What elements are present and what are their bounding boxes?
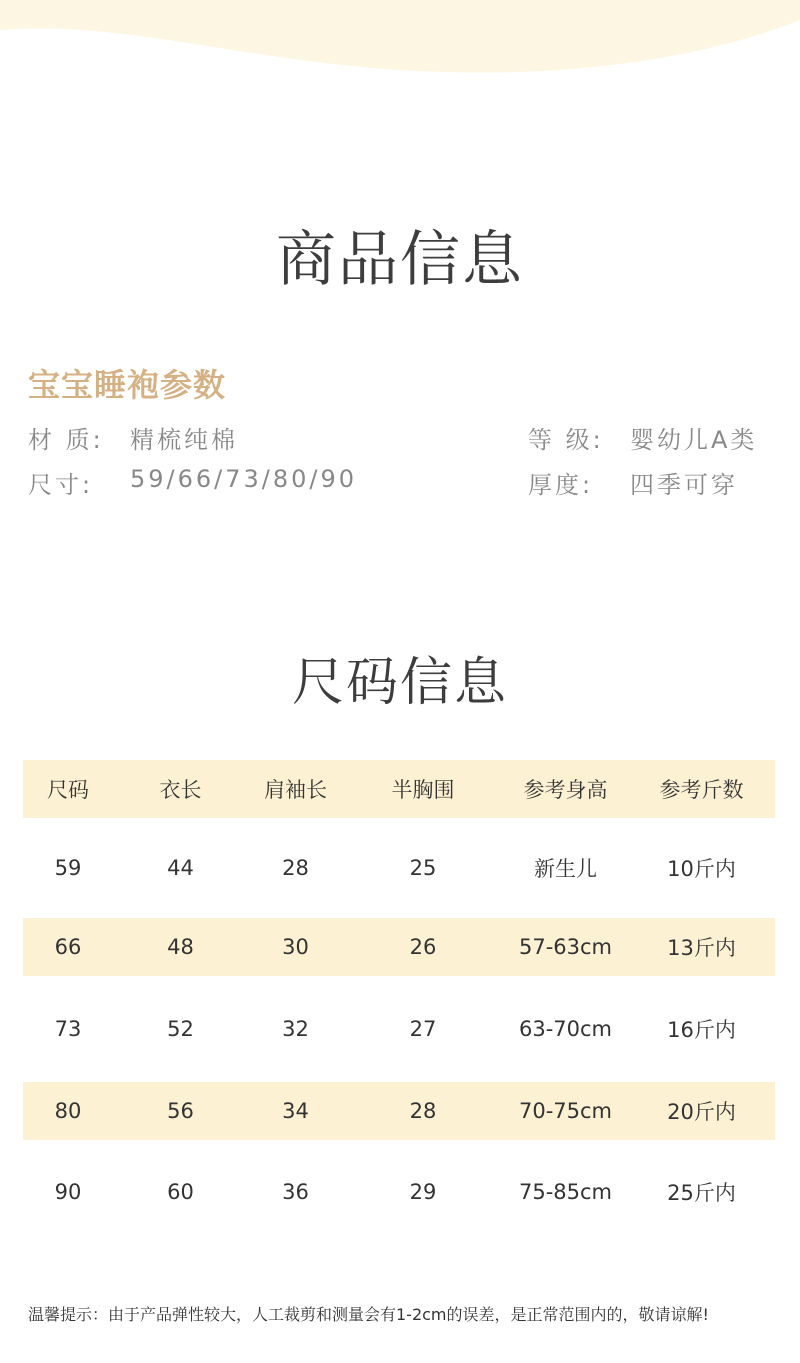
table-row — [23, 1082, 775, 1140]
table-cell: 59 — [54, 856, 82, 880]
table-cell: 75-85cm — [518, 1180, 613, 1204]
header-cell: 参考斤数 — [659, 778, 744, 802]
table-row — [23, 976, 775, 1082]
header-cell: 衣长 — [159, 778, 202, 802]
table-cell: 20斤内 — [628, 1082, 775, 1140]
top-wave-decoration — [0, 0, 800, 90]
table-cell: 10斤内 — [667, 857, 736, 881]
param-grade-value: 婴幼儿A类 — [630, 426, 758, 454]
table-cell: 13斤内 — [628, 918, 775, 976]
size-table-header — [23, 760, 775, 818]
param-size — [28, 465, 358, 500]
table-row — [23, 1140, 775, 1244]
table-cell: 57-63cm — [503, 918, 628, 976]
table-cell: 80 — [23, 1082, 113, 1140]
care-note: 温馨提示：由于产品弹性较大，人工裁剪和测量会有1-2cm的误差，是正常范围内的，敬请谅解! — [28, 1305, 709, 1324]
table-cell: 26 — [343, 918, 503, 976]
table-cell: 28 — [343, 1082, 503, 1140]
table-cell: 32 — [282, 1017, 309, 1041]
param-material-value: 精梳纯棉 — [130, 426, 238, 454]
table-cell: 44 — [167, 856, 194, 880]
table-cell: 30 — [248, 918, 343, 976]
params-title: 宝宝睡袍参数 — [28, 366, 227, 404]
param-thickness-value: 四季可穿 — [630, 471, 738, 499]
table-cell: 63-70cm — [518, 1017, 613, 1041]
header-cell: 参考身高 — [523, 778, 608, 802]
param-size-label: 尺寸: — [28, 471, 94, 499]
table-cell: 25斤内 — [667, 1181, 736, 1205]
param-size-value: 59/66/73/80/90 — [130, 465, 358, 493]
param-thickness — [528, 465, 738, 500]
param-material — [28, 420, 238, 455]
table-cell: 48 — [113, 918, 248, 976]
table-cell: 29 — [409, 1180, 437, 1204]
table-cell: 新生儿 — [534, 857, 597, 881]
product-info-title: 商品信息 — [276, 225, 524, 295]
table-cell: 28 — [282, 856, 309, 880]
param-grade-label: 等 级: — [528, 426, 604, 454]
table-cell: 60 — [167, 1180, 194, 1204]
size-table — [23, 760, 775, 1244]
header-cell: 尺码 — [47, 778, 89, 802]
table-cell: 27 — [409, 1017, 437, 1041]
table-cell: 66 — [23, 918, 113, 976]
table-cell: 70-75cm — [503, 1082, 628, 1140]
table-cell: 34 — [248, 1082, 343, 1140]
table-cell: 25 — [409, 856, 437, 880]
param-material-label: 材 质: — [28, 426, 104, 454]
param-thickness-label: 厚度: — [528, 471, 594, 499]
table-row — [23, 918, 775, 976]
size-info-title: 尺码信息 — [291, 653, 508, 713]
header-cell: 肩袖长 — [264, 778, 327, 802]
table-row — [23, 818, 775, 918]
table-cell: 56 — [113, 1082, 248, 1140]
table-cell: 16斤内 — [667, 1018, 736, 1042]
table-cell: 36 — [282, 1180, 309, 1204]
table-cell: 52 — [167, 1017, 194, 1041]
header-cell: 半胸围 — [391, 778, 455, 802]
param-grade — [528, 420, 758, 455]
table-cell: 73 — [54, 1017, 82, 1041]
table-cell: 90 — [54, 1180, 82, 1204]
